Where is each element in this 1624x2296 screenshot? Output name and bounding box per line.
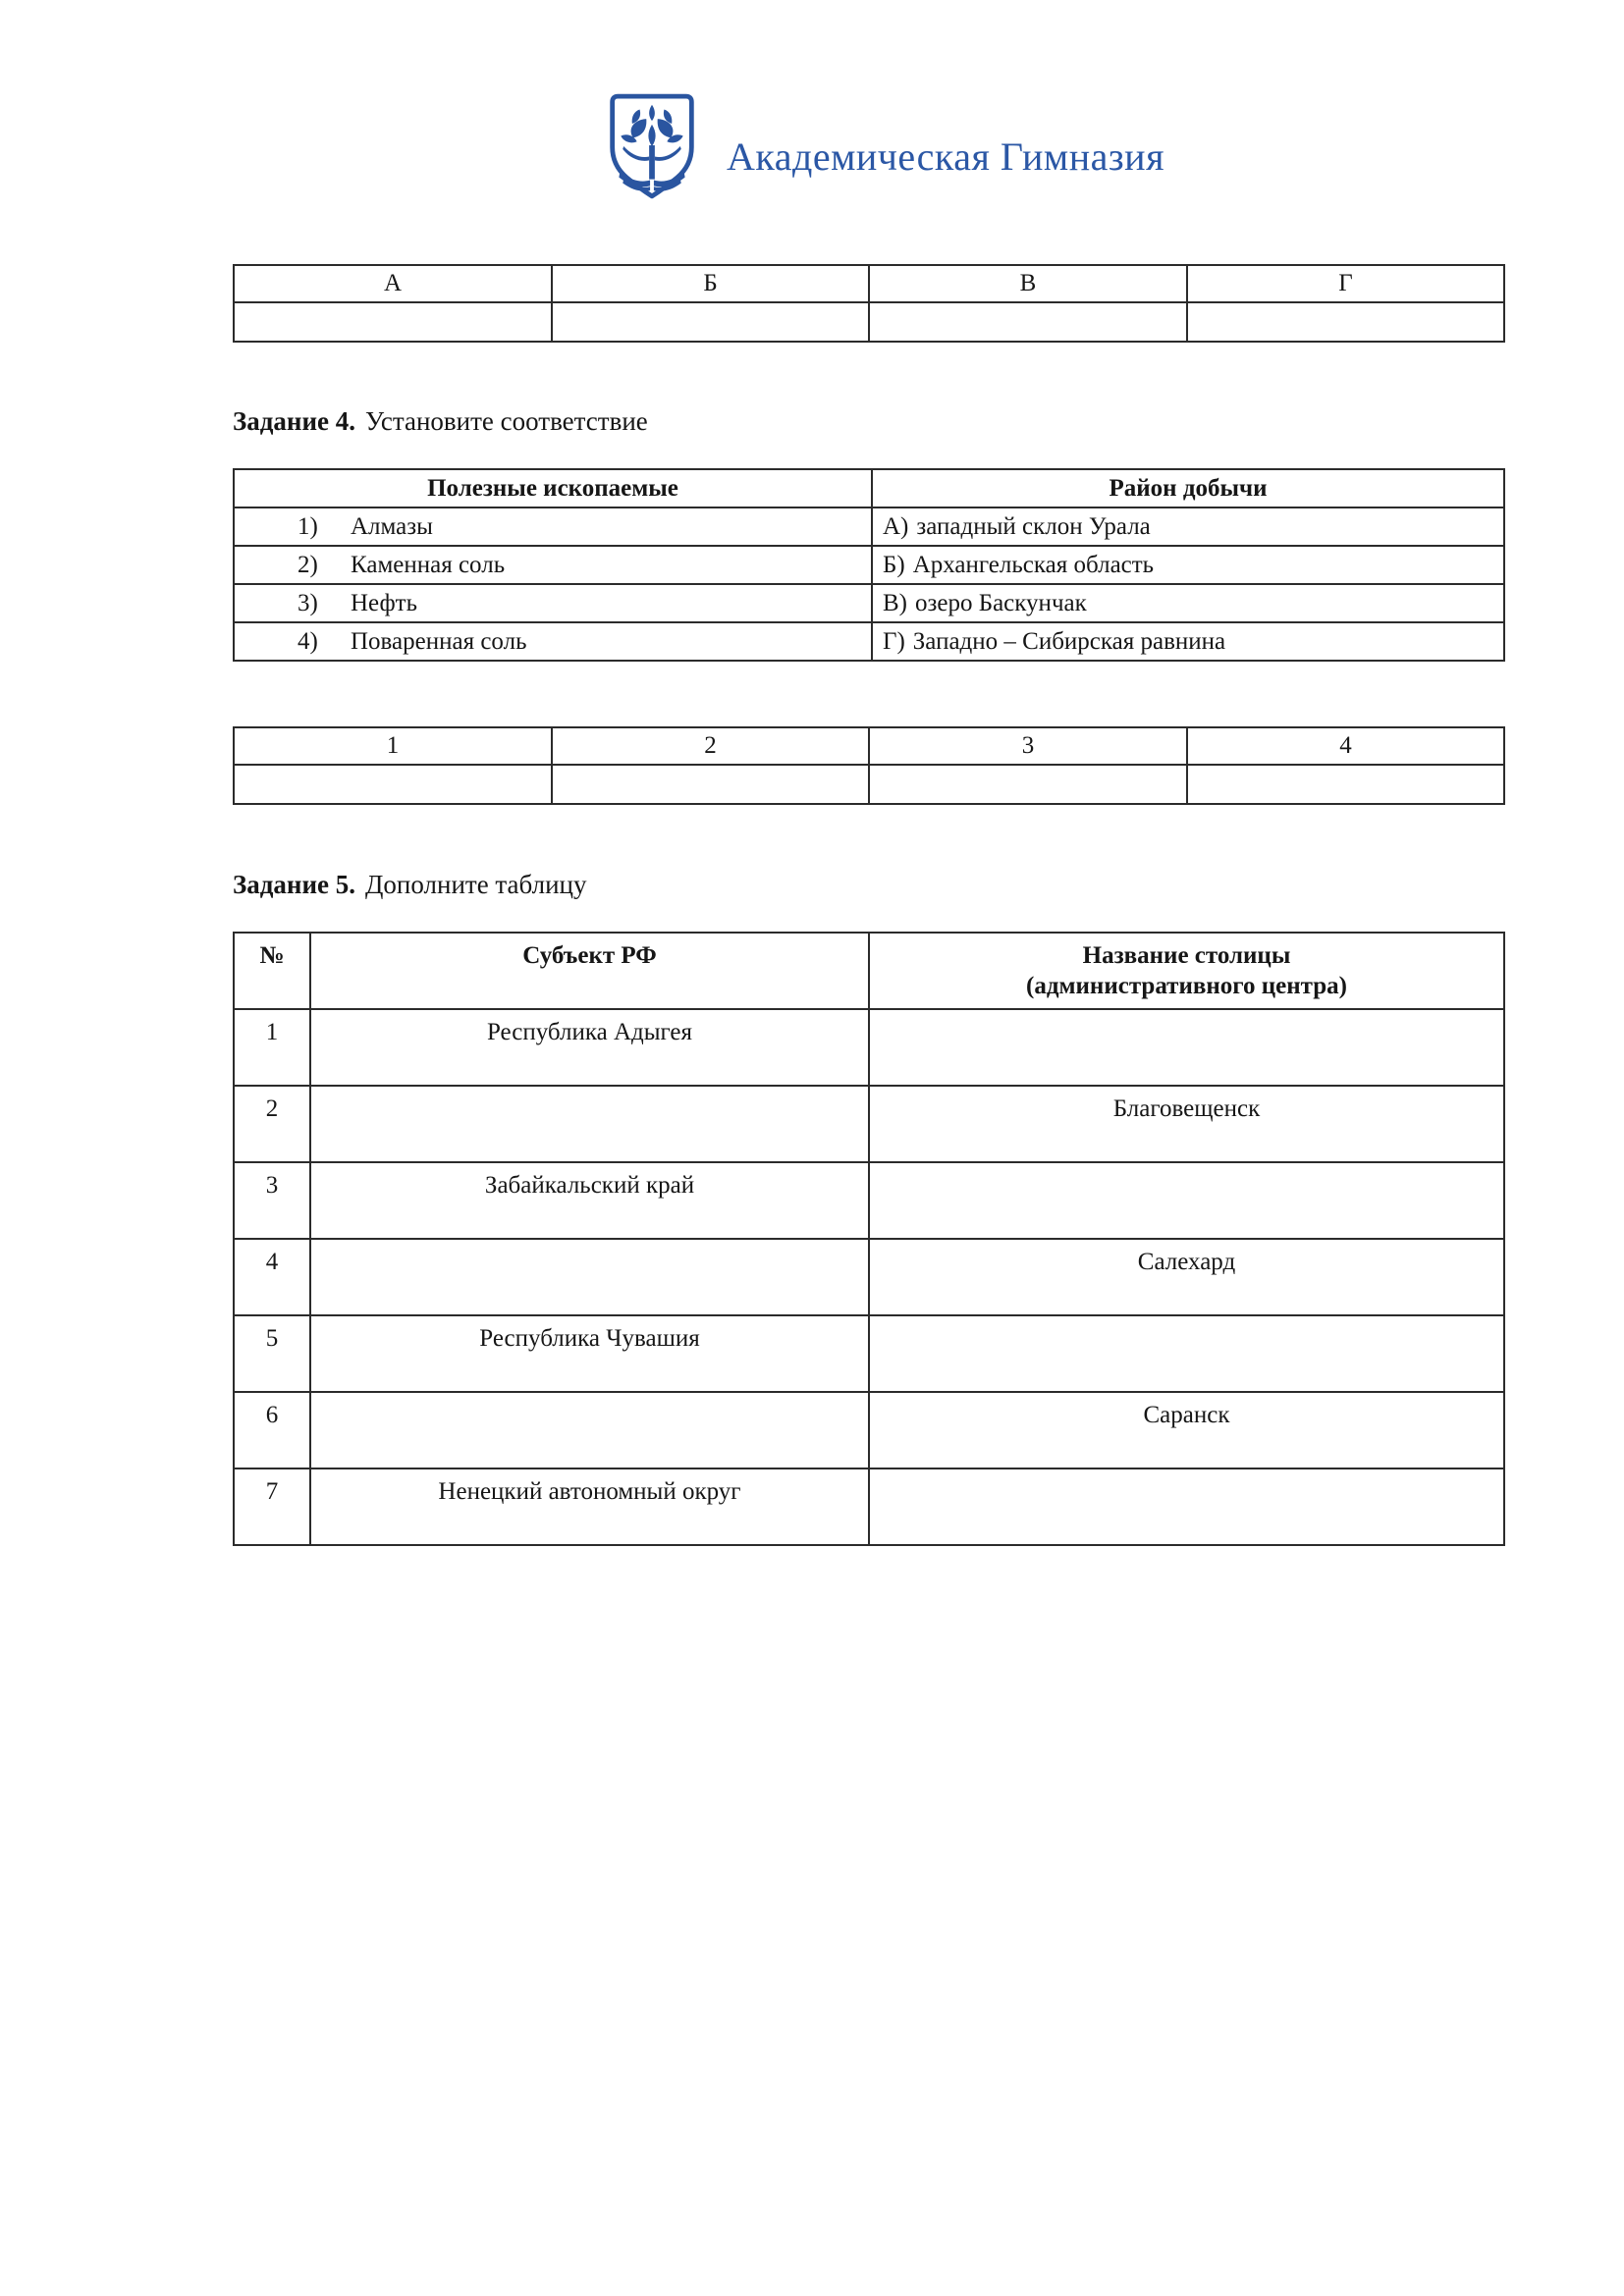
task4-match-table <box>233 468 1505 662</box>
row-number: 2 <box>234 1086 310 1162</box>
digits-header-3: 3 <box>869 727 1187 765</box>
digits-header-2: 2 <box>552 727 869 765</box>
letters-header-g: Г <box>1187 265 1504 302</box>
table-row <box>234 265 1504 302</box>
region-option <box>872 622 1504 661</box>
subject-cell <box>310 1392 869 1468</box>
digits-answer-cell <box>869 765 1187 804</box>
capital-cell <box>869 1315 1504 1392</box>
letters-answer-table <box>233 264 1505 343</box>
table-row <box>234 1162 1504 1239</box>
row-number: 5 <box>234 1315 310 1392</box>
num-column-header: № <box>234 933 310 1009</box>
row-number: 1 <box>234 1009 310 1086</box>
mineral-item <box>234 546 872 584</box>
option-letter: Б) <box>883 551 905 578</box>
digits-answer-table <box>233 726 1505 805</box>
table-row <box>234 469 1504 507</box>
subject-cell <box>310 1086 869 1162</box>
capital-cell <box>869 1162 1504 1239</box>
item-label: Каменная соль <box>351 551 506 578</box>
table-row <box>234 765 1504 804</box>
task5-heading <box>233 869 586 901</box>
region-option <box>872 584 1504 622</box>
table-row <box>234 933 1504 1009</box>
item-number: 3) <box>298 589 318 616</box>
table-row <box>234 1468 1504 1545</box>
digits-answer-cell <box>1187 765 1504 804</box>
capital-cell: Салехард <box>869 1239 1504 1315</box>
capital-cell <box>869 1009 1504 1086</box>
item-label: Нефть <box>351 589 417 616</box>
row-number: 6 <box>234 1392 310 1468</box>
letters-answer-cell <box>869 302 1187 342</box>
table-row <box>234 302 1504 342</box>
task5-subjects-table <box>233 932 1505 1546</box>
item-number: 2) <box>298 551 318 578</box>
option-label: Западно – Сибирская равнина <box>912 627 1226 655</box>
table-row <box>234 1086 1504 1162</box>
letters-header-b: Б <box>552 265 869 302</box>
subject-column-header: Субъект РФ <box>310 933 869 1009</box>
task4-number: Задание 4. <box>233 406 356 436</box>
option-label: Архангельская область <box>912 551 1155 578</box>
table-row <box>234 1239 1504 1315</box>
capital-cell: Саранск <box>869 1392 1504 1468</box>
task4-instruction: Установите соответствие <box>365 406 648 436</box>
digits-header-1: 1 <box>234 727 552 765</box>
school-shield-icon <box>605 92 699 200</box>
item-label: Поваренная соль <box>351 627 527 655</box>
table-row <box>234 622 1504 661</box>
digits-answer-cell <box>552 765 869 804</box>
capital-cell <box>869 1468 1504 1545</box>
table-row <box>234 1315 1504 1392</box>
table-row <box>234 507 1504 546</box>
subject-cell: Республика Чувашия <box>310 1315 869 1392</box>
subject-cell <box>310 1239 869 1315</box>
mineral-item <box>234 622 872 661</box>
digits-header-4: 4 <box>1187 727 1504 765</box>
row-number: 3 <box>234 1162 310 1239</box>
mineral-item <box>234 507 872 546</box>
capital-cell: Благовещенск <box>869 1086 1504 1162</box>
option-label: западный склон Урала <box>916 512 1151 540</box>
minerals-column-header: Полезные ископаемые <box>234 469 872 507</box>
table-row <box>234 584 1504 622</box>
school-logo <box>605 92 1164 200</box>
subject-cell: Забайкальский край <box>310 1162 869 1239</box>
item-label: Алмазы <box>351 512 433 540</box>
subject-cell: Ненецкий автономный округ <box>310 1468 869 1545</box>
digits-answer-cell <box>234 765 552 804</box>
task4-heading <box>233 405 648 438</box>
task5-number: Задание 5. <box>233 870 356 899</box>
regions-column-header: Район добычи <box>872 469 1504 507</box>
letters-answer-cell <box>1187 302 1504 342</box>
mineral-item <box>234 584 872 622</box>
option-letter: Г) <box>883 627 905 655</box>
capital-header-line1: Название столицы <box>1082 942 1291 969</box>
letters-answer-cell <box>552 302 869 342</box>
table-row <box>234 1392 1504 1468</box>
region-option <box>872 507 1504 546</box>
subject-cell: Республика Адыгея <box>310 1009 869 1086</box>
row-number: 4 <box>234 1239 310 1315</box>
table-row <box>234 1009 1504 1086</box>
school-name: Академическая Гимназия <box>727 134 1164 179</box>
option-letter: А) <box>883 512 909 540</box>
item-number: 1) <box>298 512 318 540</box>
item-number: 4) <box>298 627 318 655</box>
letters-answer-cell <box>234 302 552 342</box>
letters-header-a: А <box>234 265 552 302</box>
region-option <box>872 546 1504 584</box>
capital-header-line2: (административного центра) <box>1026 973 1347 999</box>
letters-header-v: В <box>869 265 1187 302</box>
task5-instruction: Дополните таблицу <box>365 870 587 899</box>
option-label: озеро Баскунчак <box>915 589 1087 616</box>
table-row <box>234 546 1504 584</box>
row-number: 7 <box>234 1468 310 1545</box>
option-letter: В) <box>883 589 907 616</box>
capital-column-header <box>869 933 1504 1009</box>
table-row <box>234 727 1504 765</box>
